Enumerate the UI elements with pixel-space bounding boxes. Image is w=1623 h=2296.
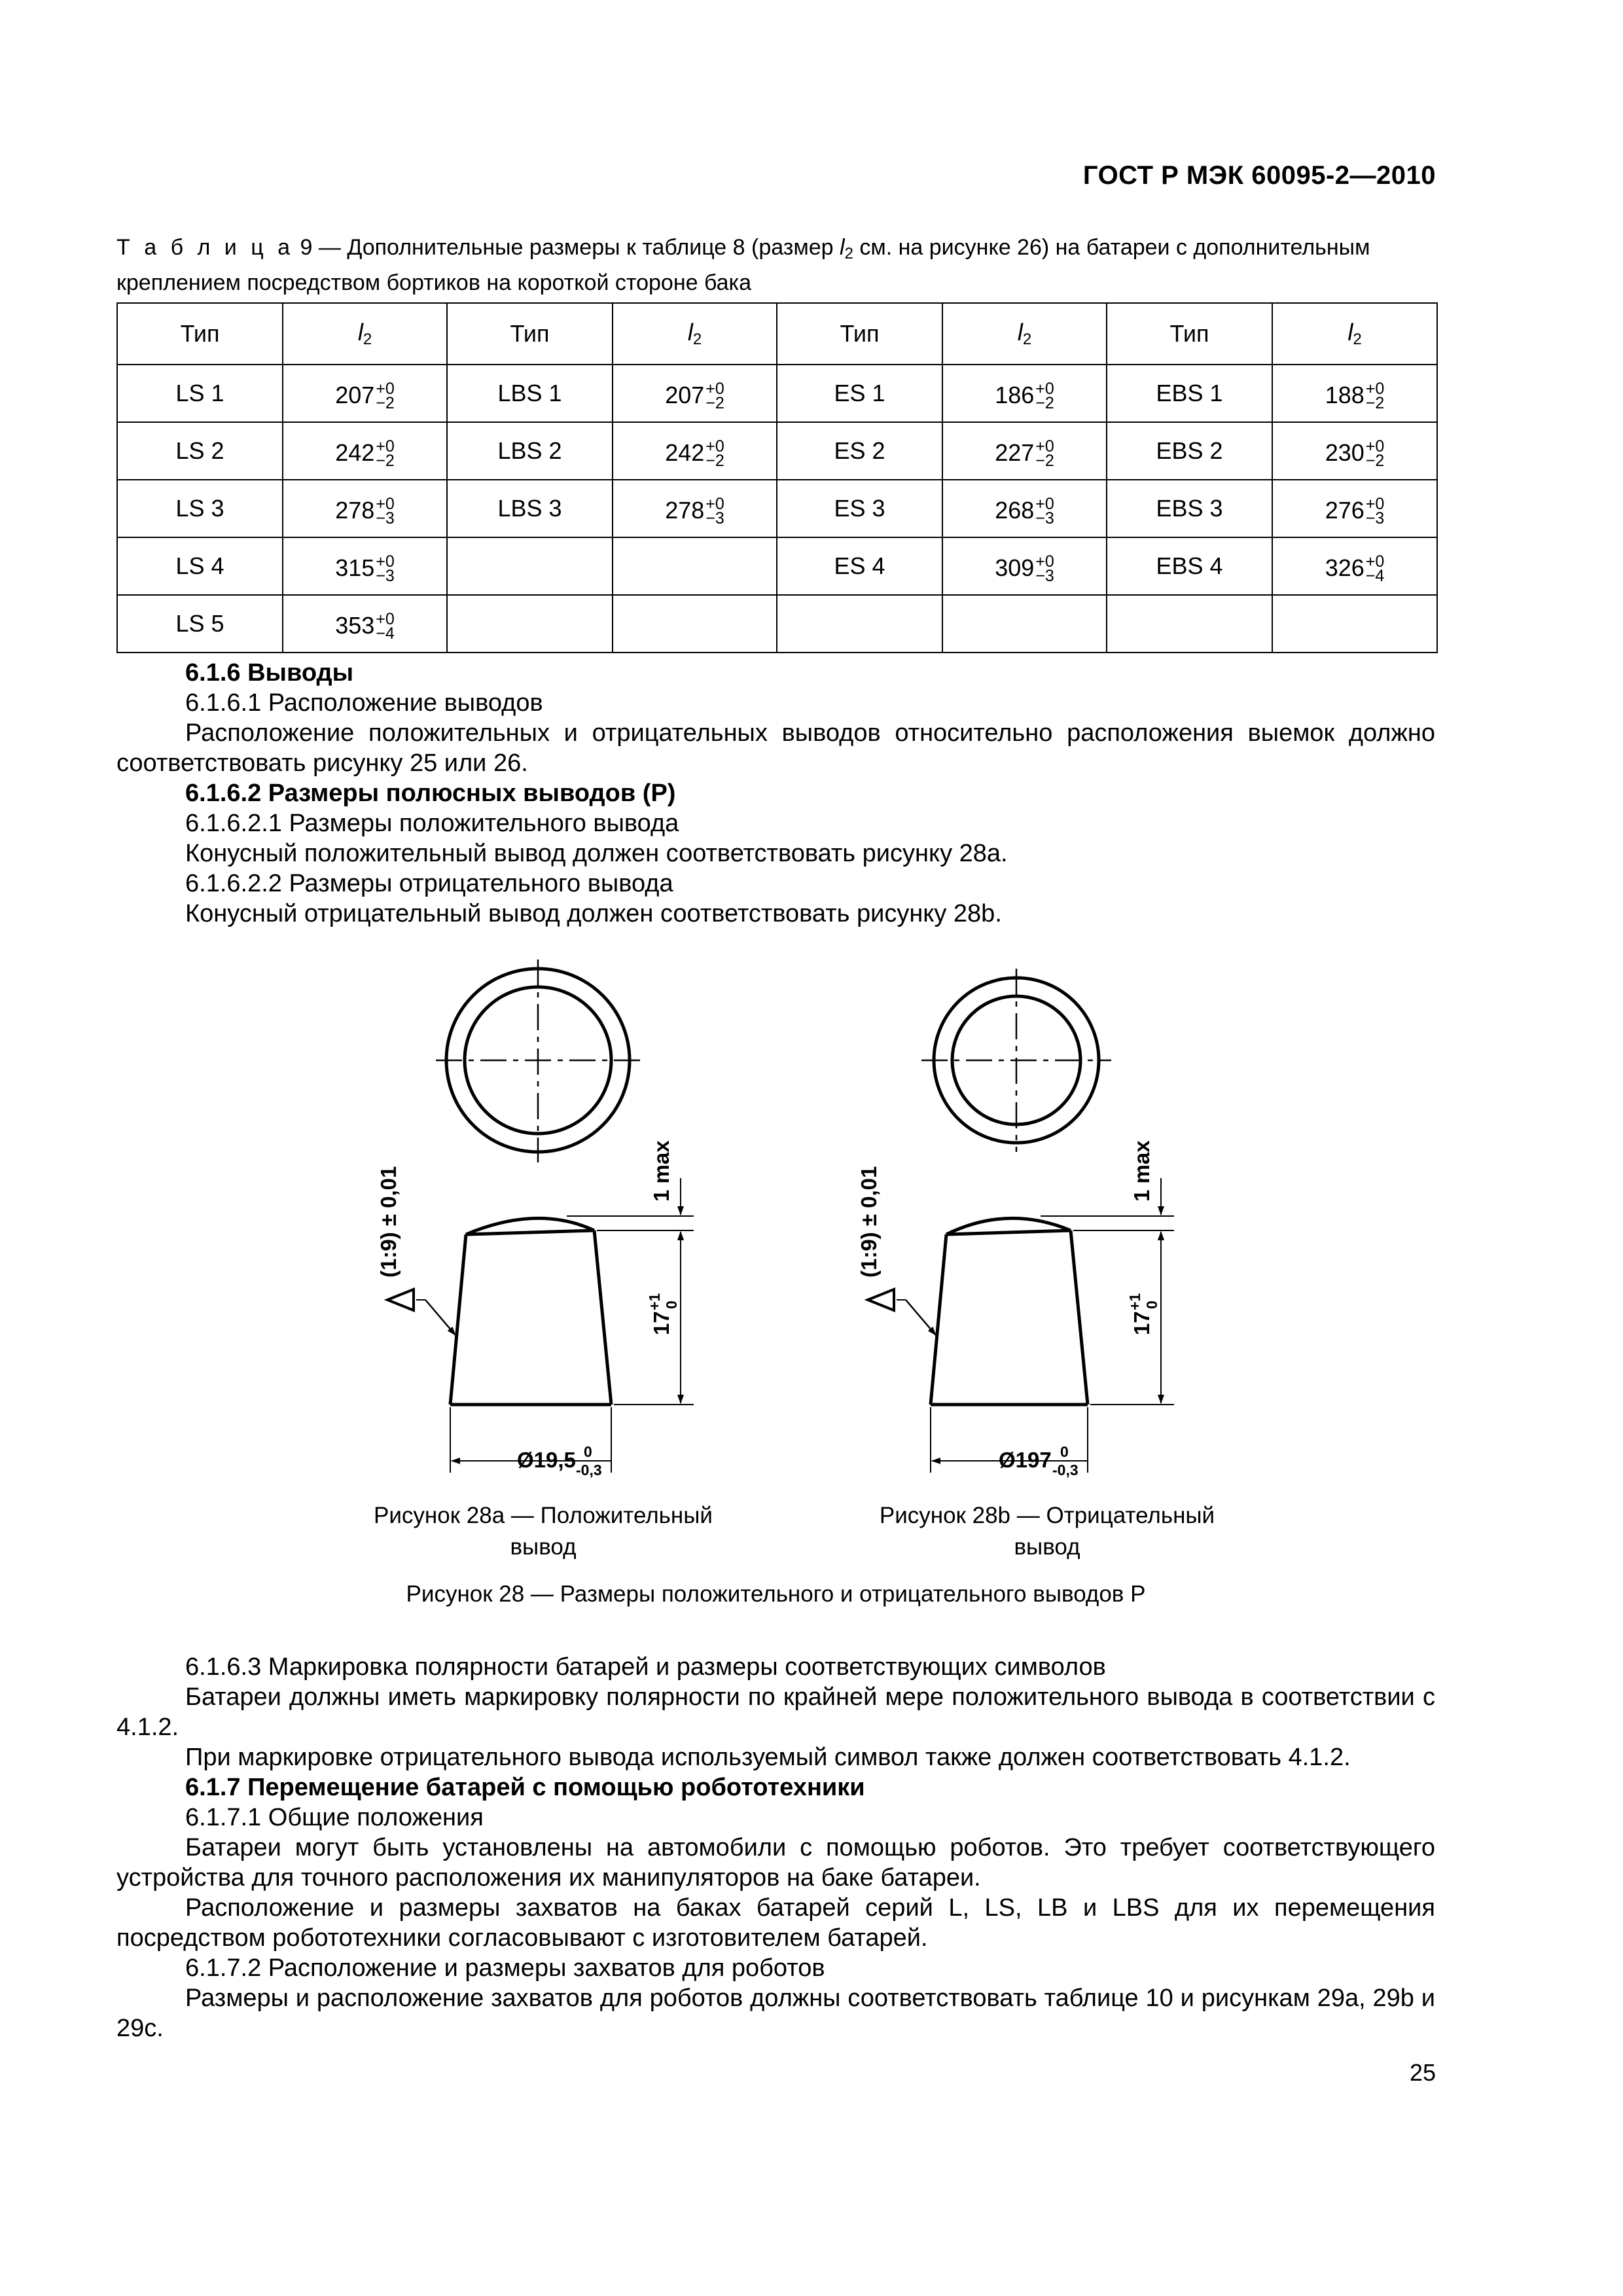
svg-text:17: 17 (649, 1311, 673, 1335)
table-header-dimension: $l_2$ (942, 303, 1107, 365)
svg-text:0: 0 (1060, 1443, 1069, 1460)
table-cell-value: 353 +0 −4 (283, 595, 447, 653)
svg-text:0: 0 (1143, 1300, 1160, 1309)
heading-6-1-6-2-2: 6.1.6.2.2 Размеры отрицательного вывода (185, 870, 673, 897)
paragraph-6-1-7-1-a: Батареи могут быть установлены на автомобили с помощью роботов. Это требует соответствующего устройства для точного расположения их манипуляторов на баке батареи. (116, 1834, 1435, 1892)
table-cell-type: EBS 2 (1107, 422, 1272, 480)
svg-text:17: 17 (1130, 1311, 1154, 1335)
table-caption-number: 9 (300, 235, 313, 260)
table-cell-value: 309 +0 −3 (942, 537, 1107, 595)
heading-6-1-6-3: 6.1.6.3 Маркировка полярности батарей и размеры соответствующих символов (185, 1653, 1106, 1681)
table-cell-type: EBS 1 (1107, 365, 1272, 422)
table-cell-value: 230 +0 −2 (1272, 422, 1437, 480)
svg-text:Ø19,5: Ø19,5 (517, 1448, 576, 1472)
paragraph-6-1-6-2-1: Конусный положительный вывод должен соответствовать рисунку 28а. (185, 840, 1008, 867)
heading-6-1-7-2: 6.1.7.2 Расположение и размеры захватов для роботов (185, 1954, 825, 1982)
paragraph-6-1-7-1-b: Расположение и размеры захватов на баках батарей серий L, LS, LB и LBS для их перемещения посредством робототехники согласовывают с изготовителем батарей. (116, 1894, 1435, 1952)
figure-28a-caption: Рисунок 28а — Положительный вывод (374, 1503, 713, 1560)
table-cell-value: 207 +0 −2 (283, 365, 447, 422)
svg-text:(1:9) ± 0,01: (1:9) ± 0,01 (376, 1166, 401, 1278)
table-cell-value: 276 +0 −3 (1272, 480, 1437, 537)
terminal-a-side-view (387, 1178, 694, 1473)
heading-6-1-6-2-1: 6.1.6.2.1 Размеры положительного вывода (185, 810, 679, 837)
table-cell-type: ES 3 (777, 480, 942, 537)
svg-text:+1: +1 (1126, 1293, 1143, 1310)
svg-text:+1: +1 (646, 1293, 663, 1310)
table-cell-type: ES 4 (777, 537, 942, 595)
table-header-type: Тип (117, 303, 283, 365)
figure-28-caption: Рисунок 28 — Размеры положительного и отрицательного выводов Р (406, 1581, 1146, 1607)
table-cell-value: 268 +0 −3 (942, 480, 1107, 537)
table-caption-text-2: см. на рисунке 26) на батареи с дополнительным креплением посредством бортиков на короткой стороне бака (116, 235, 1370, 295)
table-cell-value: 186 +0 −2 (942, 365, 1107, 422)
table-cell-type: LS 2 (117, 422, 283, 480)
heading-6-1-7-1: 6.1.7.1 Общие положения (185, 1804, 484, 1831)
svg-text:(1:9) ± 0,01: (1:9) ± 0,01 (857, 1166, 881, 1278)
svg-text:0: 0 (663, 1300, 680, 1309)
table-cell-value: 242 +0 −2 (613, 422, 777, 480)
table-cell-type: LBS 2 (447, 422, 613, 480)
page-number: 25 (1409, 2059, 1436, 2086)
max-label-b (1130, 1140, 1154, 1202)
height-label-b (1126, 1293, 1160, 1335)
terminal-b-side-view (868, 1178, 1174, 1473)
table-cell-value: 242 +0 −2 (283, 422, 447, 480)
paragraph-6-1-6-3-a: Батареи должны иметь маркировку полярности по крайней мере положительного вывода в соответствии с 4.1.2. (116, 1683, 1435, 1741)
table-cell-value: 207 +0 −2 (613, 365, 777, 422)
table-header-dimension: $l_2$ (283, 303, 447, 365)
paragraph-6-1-6-2-2: Конусный отрицательный вывод должен соответствовать рисунку 28b. (185, 900, 1002, 927)
paragraph-6-1-7-2: Размеры и расположение захватов для роботов должны соответствовать таблице 10 и рисункам 29a, 29b и 29c. (116, 1984, 1435, 2042)
height-label-a (646, 1293, 680, 1335)
table-cell-type: LS 1 (117, 365, 283, 422)
table-cell-type: LBS 3 (447, 480, 613, 537)
svg-text:0: 0 (584, 1443, 592, 1460)
table-cell-type: LBS 1 (447, 365, 613, 422)
max-label-a (649, 1140, 673, 1202)
heading-6-1-6-2: 6.1.6.2 Размеры полюсных выводов (Р) (185, 780, 676, 807)
document-header: ГОСТ Р МЭК 60095-2—2010 (1082, 161, 1436, 190)
table-cell-type: LS 4 (117, 537, 283, 595)
table-header-type: Тип (447, 303, 613, 365)
table-caption-text-1: — Дополнительные размеры к таблице 8 (размер (312, 235, 840, 260)
taper-label-a (376, 1166, 401, 1278)
table-cell-value: 326 +0 −4 (1272, 537, 1437, 595)
table-cell-value: 278 +0 −3 (613, 480, 777, 537)
svg-text:-0,3: -0,3 (1052, 1462, 1079, 1479)
heading-6-1-6: 6.1.6 Выводы (185, 659, 354, 687)
table-cell-value: 315 +0 −3 (283, 537, 447, 595)
heading-6-1-6-1: 6.1.6.1 Расположение выводов (185, 689, 543, 717)
section-6-1-6-3 (116, 1652, 1435, 2043)
table-header-type: Тип (1107, 303, 1272, 365)
figure-28b-caption: Рисунок 28b — Отрицательный вывод (879, 1503, 1215, 1560)
table-cell-type: EBS 3 (1107, 480, 1272, 537)
terminal-b-top-view (921, 969, 1111, 1152)
table-header-type: Тип (777, 303, 942, 365)
paragraph-6-1-6-1: Расположение положительных и отрицательных выводов относительно расположения выемок должно соответствовать рисунку 25 или 26. (116, 719, 1435, 777)
table-caption-symbol: $l_2$ (840, 235, 853, 262)
paragraph-6-1-6-3-b: При маркировке отрицательного вывода используемый символ также должен соответствовать 4.1.2. (185, 1744, 1351, 1771)
svg-text:1 max: 1 max (649, 1140, 673, 1202)
table-cell-value: 227 +0 −2 (942, 422, 1107, 480)
table-cell-type: LS 5 (117, 595, 283, 653)
taper-label-b (857, 1166, 881, 1278)
table-cell-type: EBS 4 (1107, 537, 1272, 595)
table-cell-type: LS 3 (117, 480, 283, 537)
heading-6-1-7: 6.1.7 Перемещение батарей с помощью робототехники (185, 1774, 865, 1801)
svg-text:1 max: 1 max (1130, 1140, 1154, 1202)
terminal-a-top-view (436, 960, 640, 1162)
table-cell-type: ES 1 (777, 365, 942, 422)
svg-text:-0,3: -0,3 (576, 1462, 602, 1479)
table-cell-value: 278 +0 −3 (283, 480, 447, 537)
table-caption-prefix: Т а б л и ц а (116, 235, 294, 260)
table-cell-value: 188 +0 −2 (1272, 365, 1437, 422)
svg-text:Ø197: Ø197 (999, 1448, 1052, 1472)
table-header-dimension: $l_2$ (1272, 303, 1437, 365)
table-cell-type: ES 2 (777, 422, 942, 480)
table-header-dimension: $l_2$ (613, 303, 777, 365)
